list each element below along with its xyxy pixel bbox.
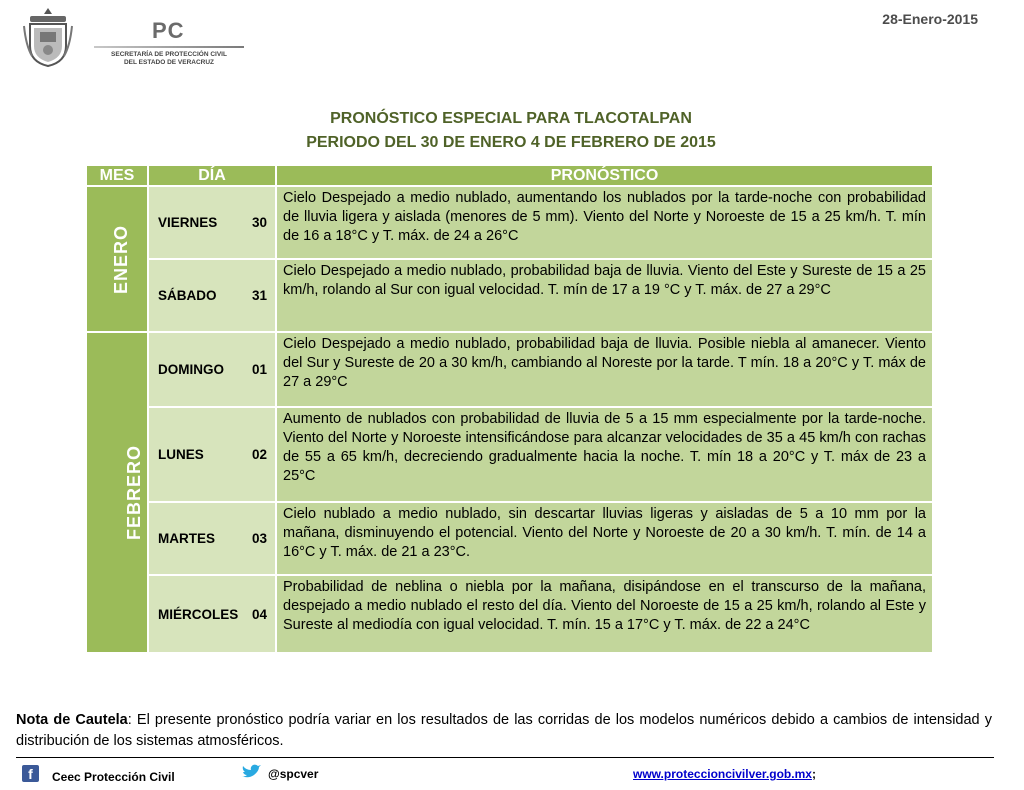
table-row	[87, 260, 932, 331]
forecast-cell: Cielo Despejado a medio nublado, probabilidad baja de lluvia. Posible niebla al amanecer. Viento del Sur y Sureste de 20 a 30 km/h, cambiando al Noreste por la tarde. T mín. 18 a 20°C y T. máx de 27 a 29°C	[277, 333, 932, 406]
forecast-cell: Aumento de nublados con probabilidad de lluvia de 5 a 15 mm especialmente por la tarde-noche. Viento del Norte y Noroeste intensificándose para alcanzar velocidades de 35 a 45 km/h con rachas de 55 a 65 km/h, decreciendo gradualmente hacia la noche. T. mín 18 a 20°C y T. máx de 23 a 25°C	[277, 408, 932, 501]
table-row	[87, 408, 932, 501]
forecast-cell: Probabilidad de neblina o niebla por la mañana, disipándose en el transcurso de la mañana, despejado a medio nublado el resto del día. Viento del Noroeste de 15 a 25 km/h, rolando al Este y Sureste al mediodía con igual velocidad. T. mín. 15 a 17°C y T. máx. de 22 a 24°C	[277, 576, 932, 652]
forecast-cell: Cielo Despejado a medio nublado, aumentando los nublados por la tarde-noche con probabilidad de lluvia ligera y aislada (menores de 5 mm). Viento del Norte y Noroeste de 15 a 25 km/h. T. mín de 16 a 18°C y T. máx. de 24 a 26°C	[277, 187, 932, 258]
org-name-line2: DEL ESTADO DE VERACRUZ	[123, 59, 215, 66]
caution-note	[16, 710, 992, 752]
footer-divider	[16, 757, 994, 758]
caution-note-text: : El presente pronóstico podría variar en los resultados de las corridas de los modelos numéricos debido a cambios de intensidad y distribución de los sistemas atmosféricos.	[16, 712, 992, 749]
day-cell: VIERNES 30	[149, 187, 275, 258]
website-suffix: ;	[811, 767, 816, 781]
twitter-handle[interactable]: @spcver	[268, 767, 319, 781]
month-enero: ENERO	[87, 187, 147, 331]
veracruz-shield-icon	[22, 6, 74, 68]
document-subtitle: PERIODO DEL 30 DE ENERO 4 DE FEBRERO DE 2015	[306, 134, 716, 151]
pc-logo-text: PC	[152, 18, 185, 43]
org-name	[94, 51, 244, 67]
logo-divider	[94, 46, 244, 48]
website-link[interactable]: www.proteccioncivilver.gob.mx	[633, 767, 812, 781]
org-name-line1: SECRETARÍA DE PROTECCIÓN CIVIL	[111, 51, 227, 58]
day-cell: MARTES 03	[149, 503, 275, 574]
table-row	[87, 333, 932, 406]
month-febrero: FEBRERO	[87, 333, 147, 652]
facebook-icon[interactable]: f	[22, 765, 39, 782]
twitter-bird-icon[interactable]	[240, 764, 262, 780]
document-title: PRONÓSTICO ESPECIAL PARA TLACOTALPAN	[330, 110, 692, 127]
table-row	[87, 576, 932, 652]
forecast-table	[85, 164, 934, 654]
header-dia: DÍA	[149, 166, 275, 185]
header-pronostico: PRONÓSTICO	[277, 166, 932, 185]
day-cell: SÁBADO 31	[149, 260, 275, 331]
table-row	[87, 187, 932, 258]
website	[633, 767, 816, 781]
facebook-link[interactable]: Ceec Protección Civil	[52, 770, 175, 784]
forecast-cell: Cielo Despejado a medio nublado, probabilidad baja de lluvia. Viento del Este y Sureste de 15 a 25 km/h, rolando al Sur con igual velocidad. T. mín de 17 a 19 °C y T. máx. de 27 a 29°C	[277, 260, 932, 331]
header-mes: MES	[87, 166, 147, 185]
day-cell: LUNES 02	[149, 408, 275, 501]
day-cell: MIÉRCOLES 04	[149, 576, 275, 652]
table-header-row	[87, 166, 932, 185]
forecast-cell: Cielo nublado a medio nublado, sin descartar lluvias ligeras y aisladas de 5 a 10 mm por la mañana, disminuyendo el potencial. Viento del Norte y Noroeste de 20 a 30 km/h. T. mín. de 14 a 16°C y T. máx. de 21 a 23°C.	[277, 503, 932, 574]
org-logo	[22, 6, 262, 70]
document-date: 28-Enero-2015	[882, 11, 978, 27]
day-cell: DOMINGO 01	[149, 333, 275, 406]
table-row	[87, 503, 932, 574]
caution-note-label: Nota de Cautela	[16, 712, 128, 728]
